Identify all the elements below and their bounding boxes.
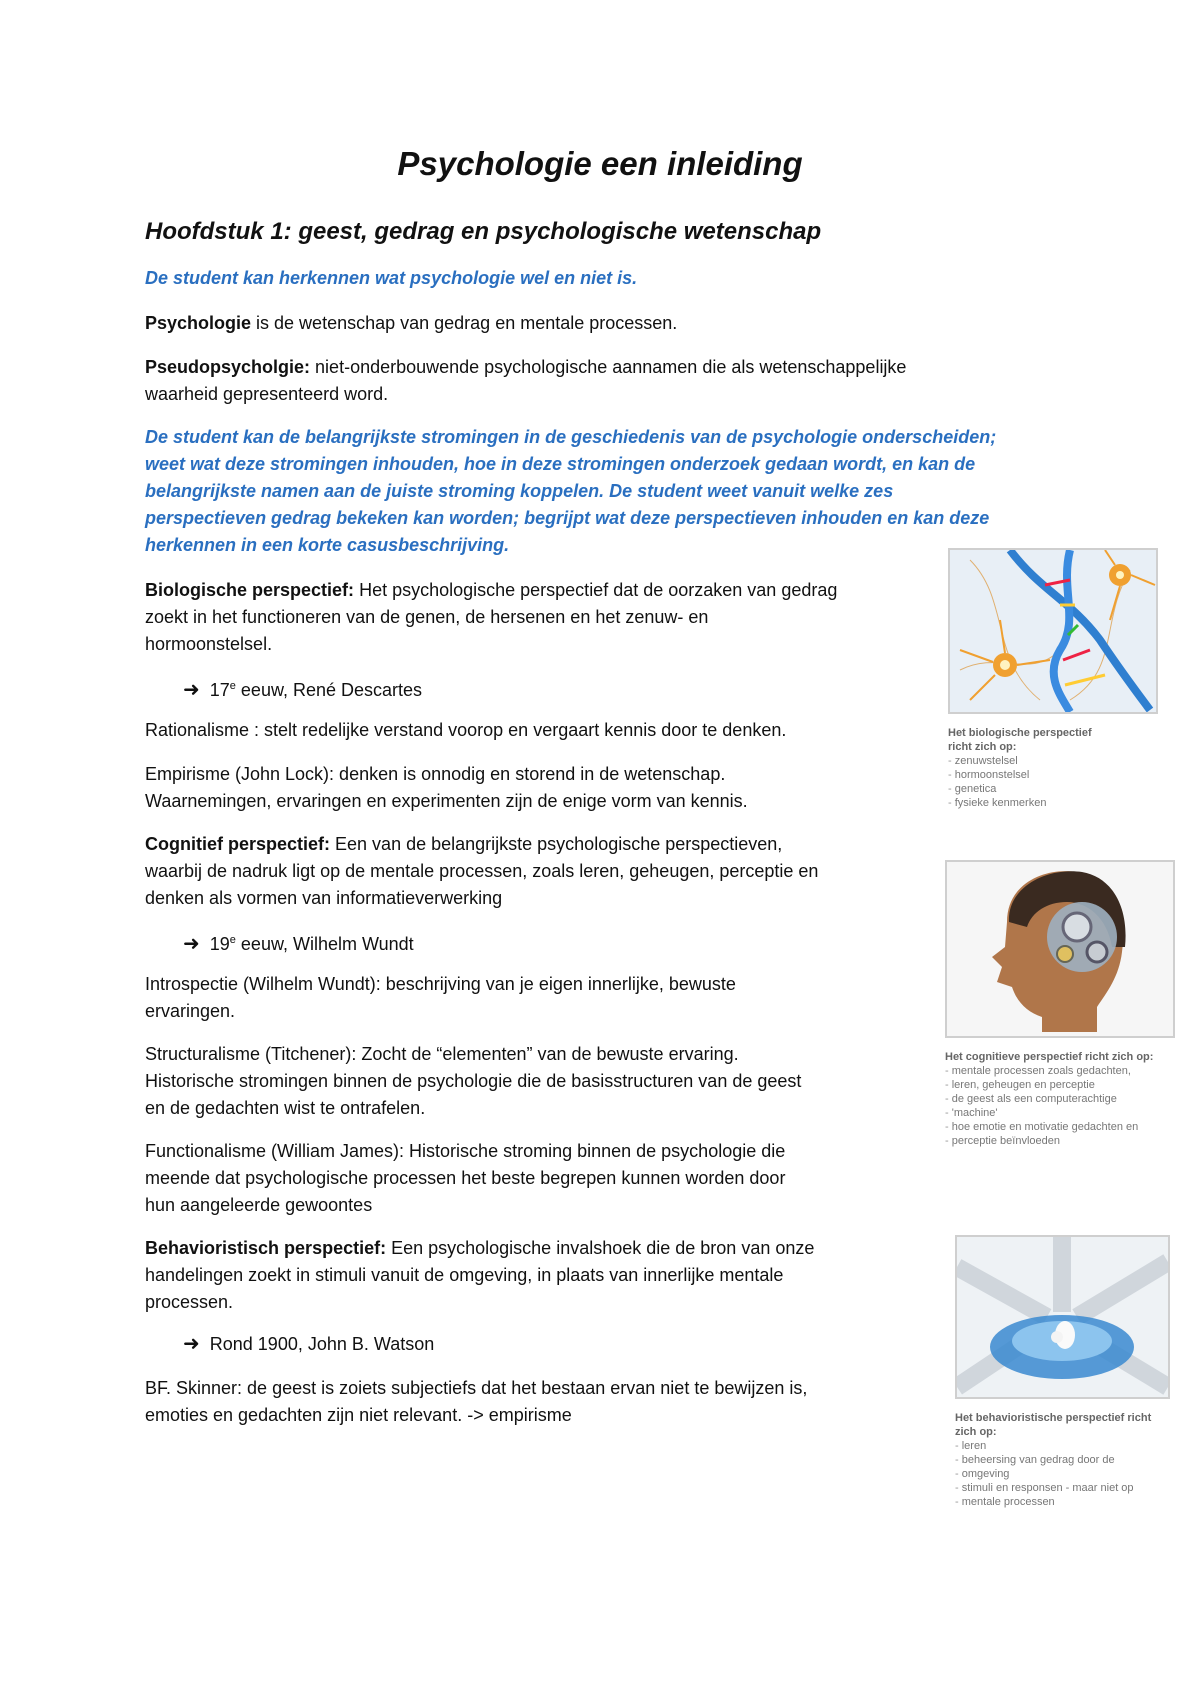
paragraph-line: ervaringen. <box>145 1001 236 1021</box>
paragraph-line: meende dat psychologische processen het beste begrepen kunnen worden door <box>145 1168 786 1188</box>
figure-caption <box>955 1411 1170 1509</box>
definition-text: niet-onderbouwende psychologische aannamen die als wetenschappelijke <box>310 357 907 377</box>
figure-caption <box>948 726 1158 810</box>
term-behavioristisch: Behavioristisch perspectief: <box>145 1238 387 1258</box>
paragraph-line: emoties en gedachten zijn niet relevant. -> empirisme <box>145 1405 572 1425</box>
learning-objective-1: De student kan herkennen wat psychologie wel en niet is. <box>145 268 638 288</box>
objective-line: perspectieven gedrag bekeken kan worden; begrijpt wat deze perspectieven inhouden en kan deze <box>145 508 990 528</box>
arrow-text: 17 <box>209 680 230 700</box>
dna-neuron-illustration <box>948 548 1158 714</box>
definition-text: hormoonstelsel. <box>145 634 273 654</box>
definition-pseudopsychologie <box>145 354 906 408</box>
caption-item <box>945 1106 1175 1120</box>
definition-text: Een psychologische invalshoek die de bron van onze <box>386 1238 815 1258</box>
definition-text: denken als vormen van informatieverwerking <box>145 888 503 908</box>
objective-line: De student kan de belangrijkste stromingen in de geschiedenis van de psychologie onderscheiden; <box>145 427 997 447</box>
caption-title: Het biologische perspectief <box>948 727 1092 739</box>
caption-item: - beheersing van gedrag door de <box>955 1453 1170 1467</box>
caption-list <box>945 1064 1175 1148</box>
objective-line: herkennen in een korte casusbeschrijving. <box>145 535 510 555</box>
definition-text: Het psychologische perspectief dat de oorzaken van gedrag <box>354 580 838 600</box>
figure-behavioristisch <box>955 1235 1170 1509</box>
paragraph-line: Empirisme (John Lock): denken is onnodig en storend in de wetenschap. <box>145 764 726 784</box>
caption-title: richt zich op: <box>948 741 1017 753</box>
objective-line: belangrijkste namen aan de juiste stroming koppelen. De student weet vanuit welke zes <box>145 481 894 501</box>
term-cognitief: Cognitief perspectief: <box>145 834 331 854</box>
arrow-right-icon: ➜ <box>183 1333 200 1355</box>
caption-item-text: 'machine' <box>951 1107 998 1119</box>
caption-item-text: omgeving <box>961 1468 1010 1480</box>
paragraph-line: Introspectie (Wilhelm Wundt): beschrijving van je eigen innerlijke, bewuste <box>145 974 736 994</box>
biologisch-perspectief <box>145 577 837 658</box>
definition-psychologie <box>145 310 677 337</box>
skinner <box>145 1375 807 1429</box>
rationalisme: Rationalisme : stelt redelijke verstand voorop en vergaart kennis door te denken. <box>145 720 787 740</box>
term-psychologie: Psychologie <box>145 313 252 333</box>
arrow-text: eeuw, René Descartes <box>235 680 423 700</box>
paragraph-line: BF. Skinner: de geest is zoiets subjectiefs dat het bestaan ervan niet te bewijzen is, <box>145 1378 808 1398</box>
caption-list <box>955 1439 1170 1509</box>
arrow-item-descartes <box>183 673 422 704</box>
figure-cognitief <box>945 860 1175 1148</box>
paragraph-line: Functionalisme (William James): Historische stroming binnen de psychologie die <box>145 1141 786 1161</box>
paragraph-line: en de gedachten wist te ontrafelen. <box>145 1098 426 1118</box>
dna-neuron-icon <box>950 550 1156 712</box>
cognitief-perspectief <box>145 831 818 912</box>
paragraph-line: hun aangeleerde gewoontes <box>145 1195 373 1215</box>
arrow-item-watson <box>183 1331 434 1358</box>
definition-text: Een van de belangrijkste psychologische perspectieven, <box>330 834 783 854</box>
head-gears-illustration <box>945 860 1175 1038</box>
arrow-right-icon: ➜ <box>183 679 200 701</box>
rat-maze-illustration <box>955 1235 1170 1399</box>
arrow-text: Rond 1900, John B. Watson <box>209 1334 435 1354</box>
caption-item-text: perceptie beïnvloeden <box>951 1135 1060 1147</box>
definition-text: waarbij de nadruk ligt op de mentale processen, zoals leren, geheugen, perceptie en <box>145 861 819 881</box>
caption-item: - genetica <box>948 782 1158 796</box>
term-pseudopsychologie: Pseudopsycholgie: <box>145 357 311 377</box>
chapter-heading: Hoofdstuk 1: geest, gedrag en psychologische wetenschap <box>145 218 822 245</box>
paragraph-line: Historische stromingen binnen de psychologie die de basisstructuren van de geest <box>145 1071 802 1091</box>
caption-item: - stimuli en responsen - maar niet op <box>955 1481 1170 1495</box>
objective-line: weet wat deze stromingen inhouden, hoe in deze stromingen onderzoek gedaan wordt, en kan de <box>145 454 976 474</box>
document-title: Psychologie een inleiding <box>397 145 803 182</box>
caption-item: - fysieke kenmerken <box>948 796 1158 810</box>
definition-text: handelingen zoekt in stimuli vanuit de omgeving, in plaats van innerlijke mentale <box>145 1265 784 1285</box>
introspectie <box>145 971 736 1025</box>
definition-text: zoekt in het functioneren van de genen, de hersenen en het zenuw- en <box>145 607 709 627</box>
caption-item: - leren <box>955 1439 1170 1453</box>
caption-item <box>955 1495 1170 1509</box>
definition-text: waarheid gepresenteerd word. <box>145 384 389 404</box>
caption-item-text: leren, geheugen en perceptie <box>951 1079 1095 1091</box>
caption-item <box>955 1467 1170 1481</box>
paragraph-line: Waarnemingen, ervaringen en experimenten zijn de enige vorm van kennis. <box>145 791 748 811</box>
arrow-text: eeuw, Wilhelm Wundt <box>235 934 414 954</box>
caption-item <box>945 1078 1175 1092</box>
caption-item: - mentale processen zoals gedachten, <box>945 1064 1175 1078</box>
caption-title: Het cognitieve perspectief richt zich op: <box>945 1051 1154 1063</box>
empirisme <box>145 761 748 815</box>
functionalisme <box>145 1138 785 1219</box>
caption-item: - hormoonstelsel <box>948 768 1158 782</box>
caption-item: - de geest als een computerachtige <box>945 1092 1175 1106</box>
figure-caption <box>945 1050 1175 1148</box>
caption-list <box>948 754 1158 810</box>
definition-text: is de wetenschap van gedrag en mentale processen. <box>251 313 678 333</box>
arrow-right-icon: ➜ <box>183 933 200 955</box>
caption-title: zich op: <box>955 1426 997 1438</box>
caption-item <box>945 1134 1175 1148</box>
arrow-item-wundt <box>183 927 414 958</box>
caption-item: - zenuwstelsel <box>948 754 1158 768</box>
arrow-text: 19 <box>209 934 230 954</box>
structuralisme <box>145 1041 801 1122</box>
caption-item-text: mentale processen <box>961 1496 1055 1508</box>
superscript: e <box>229 680 236 692</box>
definition-text: processen. <box>145 1292 234 1312</box>
head-gears-icon <box>947 862 1173 1036</box>
maze-icon <box>957 1237 1168 1397</box>
term-biologisch: Biologische perspectief: <box>145 580 355 600</box>
paragraph-line: Structuralisme (Titchener): Zocht de “elementen” van de bewuste ervaring. <box>145 1044 739 1064</box>
superscript: e <box>229 934 236 946</box>
learning-objective-2 <box>145 424 996 559</box>
behavioristisch-perspectief <box>145 1235 814 1316</box>
caption-item: - hoe emotie en motivatie gedachten en <box>945 1120 1175 1134</box>
caption-title: Het behavioristische perspectief richt <box>955 1412 1152 1424</box>
figure-biologisch <box>948 548 1158 810</box>
